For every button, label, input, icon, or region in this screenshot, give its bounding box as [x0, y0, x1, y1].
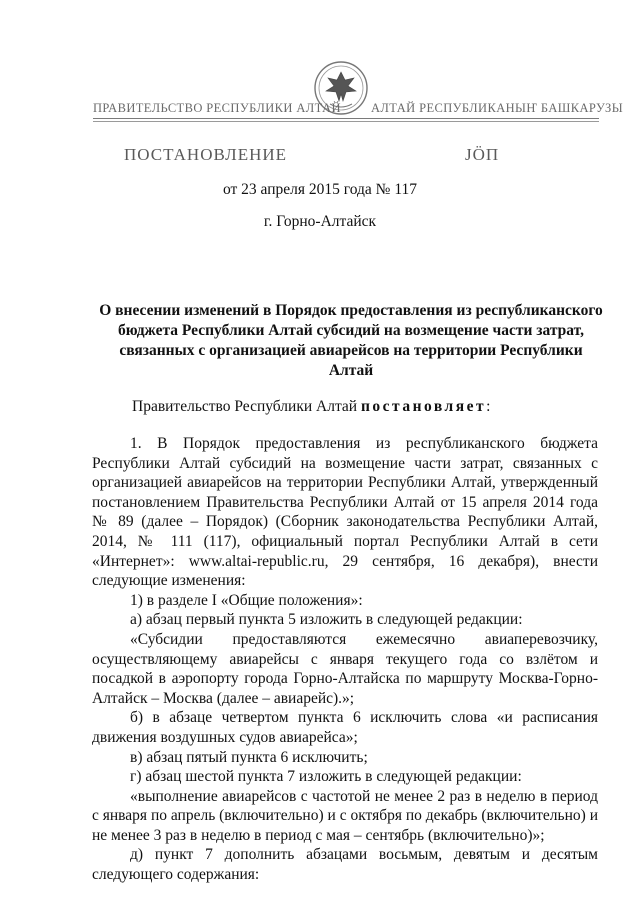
doc-kind-ru: ПОСТАНОВЛЕНИЕ	[124, 145, 288, 164]
resolves-word: постановляет	[360, 398, 487, 415]
government-name-ru: ПРАВИТЕЛЬСТВО РЕСПУБЛИКИ АЛТАЙ	[93, 101, 341, 115]
paragraph-section-1: 1) в разделе I «Общие положения»:	[130, 591, 363, 609]
document-date-number: от 23 апреля 2015 года № 117	[222, 181, 418, 198]
paragraph-a: а) абзац первый пункта 5 изложить в следующей редакции:	[130, 611, 523, 629]
paragraph-v: в) абзац пятый пункта 6 исключить;	[130, 748, 368, 766]
paragraph-b: б) в абзаце четвертом пункта 6 исключить слова «и расписания движения воздушных судов авиарейса»;	[92, 709, 598, 746]
paragraph-g: г) абзац шестой пункта 7 изложить в следующей редакции:	[130, 768, 522, 786]
resolves-colon: :	[486, 398, 491, 415]
paragraph-g-quote: «выполнение авиарейсов с частотой не менее 2 раз в неделю в период с января по апрель (включительно) и с октября по декабрь (включительно) и не менее 3 раз в неделю в период с мая – сентябрь (включительно)»;	[92, 787, 598, 844]
government-name: Правительство Республики Алтай	[132, 398, 358, 415]
document-title: О внесении изменений в Порядок предоставления из республиканского бюджета Республики Алтай субсидий на возмещение части затрат, связанных с организацией авиарейсов на территории Республики Алтай	[99, 302, 603, 379]
government-name-alt: АЛТАЙ РЕСПУБЛИКАНЫҤ БАШКАРУЗЫ	[371, 101, 624, 115]
document-city: г. Горно-Алтайск	[263, 213, 377, 230]
document-body	[92, 434, 598, 885]
doc-kind-alt: JӦП	[465, 145, 500, 164]
header-divider-thin	[93, 121, 599, 122]
header-divider	[93, 118, 599, 119]
paragraph-a-quote: «Субсидии предоставляются ежемесячно авиаперевозчику, осуществляющему авиарейсы с января текущего года со взлётом и посадкой в аэропорту города Горно-Алтайска по маршруту Москва-Горно-Алтайск – Москва (далее – авиарейс).»;	[92, 630, 598, 707]
paragraph-d: д) пункт 7 дополнить абзацами восьмым, девятым и десятым следующего содержания:	[92, 846, 598, 884]
government-resolves-line	[132, 398, 490, 416]
paragraph-1: 1. В Порядок предоставления из республиканского бюджета Республики Алтай субсидий на возмещение части затрат, связанных с организацией авиарейсов на территории Республики Алтай, утвержденный постановлением Правительства Республики Алтай от 15 апреля 2014 года № 89 (далее – Порядок) (Сборник законодательства Республики Алтай, 2014, № 111 (117), официальный портал Республики Алтай в сети «Интернет»: www.altai-republic.ru, 29 сентября, 16 декабря), внести следующие изменения:	[92, 435, 598, 590]
